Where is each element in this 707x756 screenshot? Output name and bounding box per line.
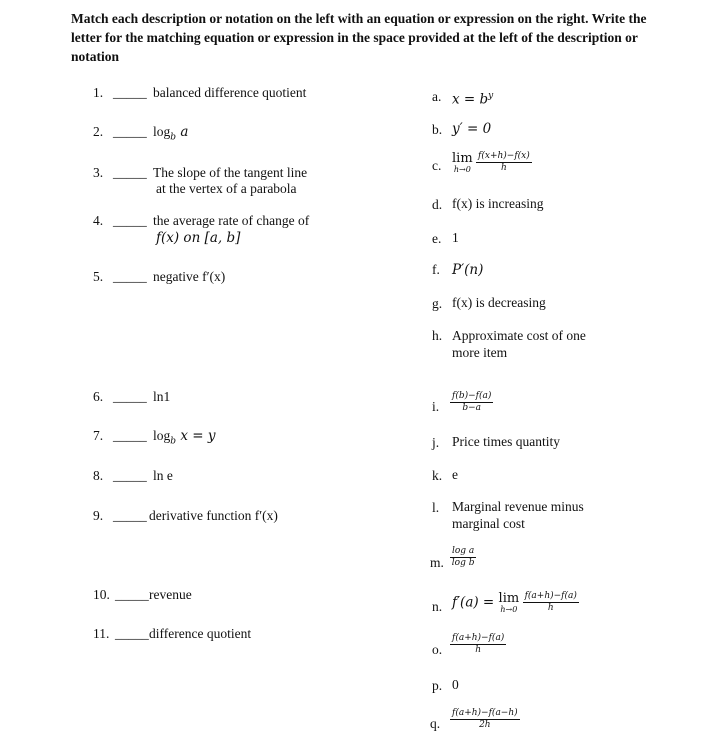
option-l-line2: marginal cost <box>452 516 525 531</box>
option-j: Price times quantity <box>452 434 560 449</box>
option-h-line1: Approximate cost of one <box>452 328 586 343</box>
answer-blank[interactable]: _____ <box>113 85 147 100</box>
answer-blank[interactable]: _____ <box>113 269 147 284</box>
instructions: Match each description or notation on the left with an equation or expression on the right. Write the letter for the matching equation or expression in the space provided at the left of the description or notation <box>71 11 647 64</box>
option-letter-o: o. <box>432 642 443 657</box>
option-g: f(x) is decreasing <box>452 295 546 310</box>
option-h-line2: more item <box>452 345 508 360</box>
item-number: 9. <box>93 508 104 523</box>
item-description-line2: f(x) on [a, b] <box>156 230 241 246</box>
option-letter-a: a. <box>432 89 442 104</box>
option-letter-k: k. <box>432 468 443 483</box>
answer-blank[interactable]: _____ <box>113 124 147 139</box>
answer-blank[interactable]: _____ <box>113 213 147 228</box>
item-number: 8. <box>93 468 104 483</box>
answer-blank[interactable]: _____ <box>113 165 147 180</box>
option-l-line1: Marginal revenue minus <box>452 499 584 514</box>
item-description: revenue <box>149 587 192 602</box>
option-letter-p: p. <box>432 678 443 693</box>
option-o: $\frac{f(a+h)-f(a)}{h}$ <box>452 633 505 655</box>
answer-blank[interactable]: _____ <box>113 428 147 443</box>
option-k: e <box>452 467 458 482</box>
item-number: 2. <box>93 124 104 139</box>
option-c: lim h→0 $\frac{f(x+h)-f(x)}{h}$ <box>452 150 530 174</box>
item-description-line1: The slope of the tangent line <box>153 165 308 180</box>
item-description: derivative function f′(x) <box>149 508 278 523</box>
answer-blank[interactable]: _____ <box>115 626 149 641</box>
option-letter-n: n. <box>432 599 443 614</box>
item-number: 3. <box>93 165 104 180</box>
item-number: 4. <box>93 213 104 228</box>
item-description: difference quotient <box>149 626 252 641</box>
option-letter-e: e. <box>432 231 442 246</box>
option-q: $\frac{f(a+h)-f(a-h)}{2h}$ <box>452 708 518 730</box>
item-description: negative f′(x) <box>153 269 226 284</box>
item-description: balanced difference quotient <box>153 85 307 100</box>
option-letter-c: c. <box>432 158 442 173</box>
option-letter-i: i. <box>432 399 440 414</box>
item-number: 5. <box>93 269 104 284</box>
answer-blank[interactable]: _____ <box>113 389 147 404</box>
item-description: $\log_b x = y$ <box>153 428 216 447</box>
item-number: 6. <box>93 389 104 404</box>
option-a: $x = b^y$ <box>452 91 494 108</box>
option-letter-b: b. <box>432 122 443 137</box>
answer-blank[interactable]: _____ <box>113 508 147 523</box>
option-letter-d: d. <box>432 197 443 212</box>
option-letter-q: q. <box>430 716 441 731</box>
option-letter-h: h. <box>432 328 443 343</box>
item-description: ln e <box>153 468 173 483</box>
option-e: 1 <box>452 230 459 245</box>
option-letter-j: j. <box>432 435 440 450</box>
left-item-4 <box>93 213 353 247</box>
option-letter-f: f. <box>432 262 440 277</box>
option-letter-m: m. <box>430 555 444 570</box>
option-n: f′(a) = lim h→0 $\frac{f(a+h)-f(a)}{h}$ <box>452 590 577 614</box>
option-d: f(x) is increasing <box>452 196 544 211</box>
answer-blank[interactable]: _____ <box>115 587 149 602</box>
item-description-line1: the average rate of change of <box>153 213 310 228</box>
item-description-line2: at the vertex of a parabola <box>156 181 297 196</box>
answer-blank[interactable]: _____ <box>113 468 147 483</box>
option-letter-l: l. <box>432 500 440 515</box>
item-number: 1. <box>93 85 104 100</box>
item-description: $\log_b a$ <box>153 124 189 143</box>
item-number: 10. <box>93 587 110 602</box>
left-item-3 <box>93 165 353 199</box>
option-f: P′(n) <box>452 262 484 278</box>
item-number: 11. <box>93 626 110 641</box>
option-b: y′ = 0 <box>452 121 492 137</box>
option-p: 0 <box>452 677 459 692</box>
option-letter-g: g. <box>432 296 443 311</box>
item-number: 7. <box>93 428 104 443</box>
option-i: $\frac{f(b)-f(a)}{b-a}$ <box>452 391 492 413</box>
option-m: $\frac{\text{log a}}{\text{log b}}$ <box>451 546 475 568</box>
item-description: ln1 <box>153 389 171 404</box>
